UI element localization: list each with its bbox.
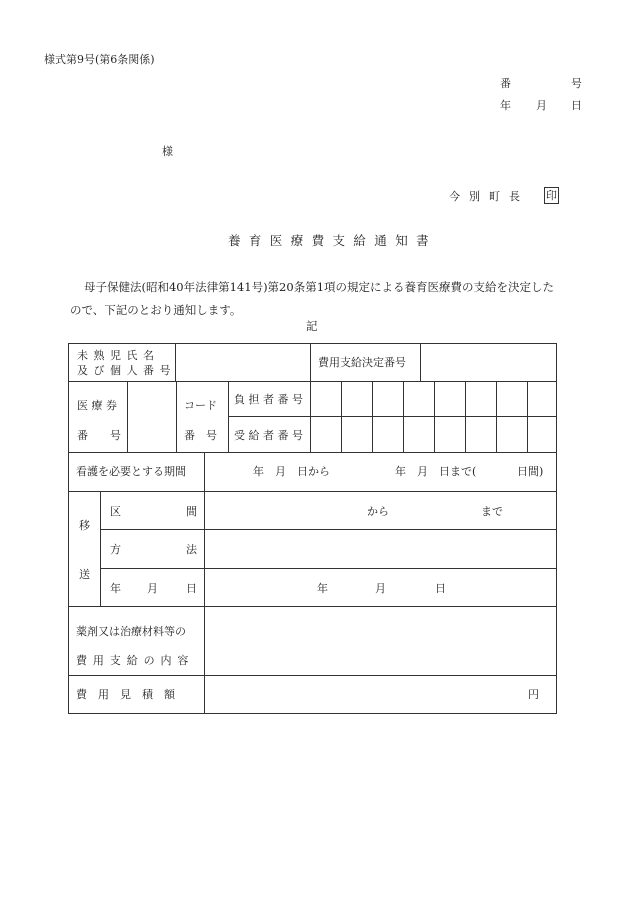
payer-number-label: 負 担 者 番 号	[234, 393, 303, 406]
child-name-label-2: 及 び 個 人 番 号	[77, 364, 172, 377]
transfer-date-label-year: 年	[110, 582, 121, 595]
transfer-date-day: 日	[435, 582, 446, 595]
number-label-char: 番	[500, 77, 511, 90]
transfer-label-1: 移	[79, 519, 90, 532]
method-label-a: 方	[110, 543, 121, 556]
code-label-2: 番 号	[184, 429, 217, 442]
issue-day: 日	[571, 99, 582, 112]
estimate-unit: 円	[528, 688, 539, 701]
ticket-label-1: 医 療 券	[77, 399, 117, 412]
transfer-label-2: 送	[79, 568, 90, 581]
section-from: から	[367, 505, 389, 518]
issue-year: 年	[500, 99, 511, 112]
section-label-b: 間	[186, 505, 197, 518]
issue-month: 月	[536, 99, 547, 112]
ticket-label-2: 番 号	[77, 429, 121, 442]
notice-body: 母子保健法(昭和40年法律第141号)第20条第1項の規定による養育医療費の支給を決定したので、下記のとおり通知します。	[70, 280, 555, 317]
document-title: 養育医療費支給通知書	[228, 233, 438, 248]
seal-mark: 印	[546, 189, 557, 202]
transfer-date-label-day: 日	[186, 582, 197, 595]
number-label-char: 号	[571, 77, 582, 90]
ki-heading: 記	[306, 319, 318, 333]
care-period-to: 年 月 日まで(	[395, 465, 477, 478]
form-number: 様式第9号(第6条関係)	[44, 53, 155, 66]
section-to: まで	[481, 505, 503, 518]
transfer-date-label-month: 月	[147, 582, 158, 595]
child-name-label-1: 未 熟 児 氏 名	[77, 349, 155, 362]
code-label-1: コード	[184, 399, 217, 412]
recipient-number-label: 受 給 者 番 号	[234, 429, 303, 442]
care-period-label: 看護を必要とする期間	[76, 465, 186, 478]
drug-label-2: 費 用 支 給 の 内 容	[76, 654, 190, 667]
estimate-label: 費 用 見 積 額	[76, 688, 175, 701]
addressee-suffix: 様	[162, 145, 173, 158]
transfer-date-month: 月	[375, 582, 386, 595]
care-period-days: 日間)	[517, 465, 544, 478]
sender-name: 今別町長	[449, 190, 529, 203]
transfer-date-year: 年	[317, 582, 328, 595]
section-label-a: 区	[110, 505, 121, 518]
decision-number-label: 費用支給決定番号	[318, 356, 406, 369]
drug-label-1: 薬剤又は治療材料等の	[76, 625, 186, 638]
method-label-b: 法	[186, 543, 197, 556]
care-period-from: 年 月 日から	[253, 465, 330, 478]
